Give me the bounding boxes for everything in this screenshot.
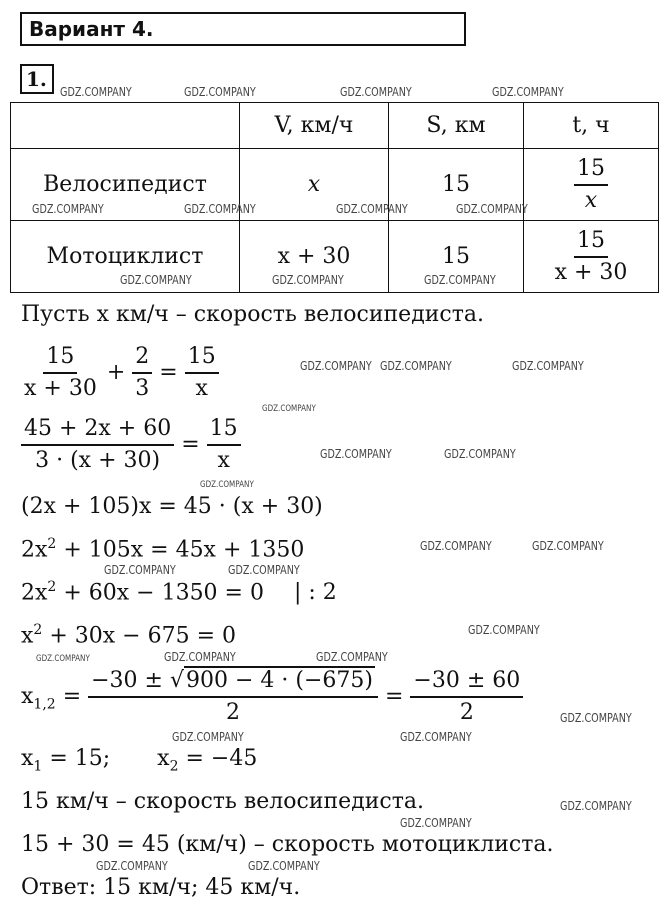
answer-line: Ответ: 15 км/ч; 45 км/ч.: [21, 875, 301, 900]
term: x: [21, 746, 34, 771]
watermark: GDZ.COMPANY: [340, 85, 412, 99]
exponent: 2: [47, 536, 57, 552]
term: + 60x − 1350 = 0: [56, 580, 264, 606]
row-name: Велосипедист: [11, 149, 240, 221]
watermark: GDZ.COMPANY: [200, 480, 254, 490]
watermark: GDZ.COMPANY: [172, 730, 244, 744]
watermark: GDZ.COMPANY: [96, 859, 168, 873]
subscript: 1,2: [33, 696, 56, 713]
frac-num: 15: [185, 342, 219, 374]
operator: +: [106, 360, 126, 385]
equation-3: (2x + 105)x = 45 · (x + 30): [21, 494, 323, 519]
frac-num: 15: [207, 414, 241, 446]
watermark: GDZ.COMPANY: [560, 799, 632, 813]
watermark: GDZ.COMPANY: [320, 447, 392, 461]
subscript: 1: [33, 758, 43, 775]
row-time: [524, 221, 659, 293]
watermark: GDZ.COMPANY: [400, 816, 472, 830]
row-name: Мотоциклист: [11, 221, 240, 293]
watermark: GDZ.COMPANY: [248, 859, 320, 873]
frac-den: 2: [459, 700, 474, 725]
line-moto-speed: 15 + 30 = 45 (км/ч) – скорость мотоциклиста.: [21, 832, 554, 857]
frac-num: 2: [132, 342, 152, 374]
watermark: GDZ.COMPANY: [36, 654, 90, 664]
term: 2x: [21, 537, 48, 563]
header-cell: S, км: [389, 103, 524, 149]
term: + 105x = 45x + 1350: [56, 537, 305, 563]
watermark: GDZ.COMPANY: [336, 202, 408, 216]
frac-num: −30 ± √900 − 4 · (−675): [88, 666, 378, 698]
equation-2: [21, 414, 241, 476]
operator: =: [62, 684, 82, 709]
exponent: 2: [33, 622, 43, 638]
variant-title-box: [20, 12, 466, 46]
operator: =: [181, 432, 200, 457]
term: −30 ±: [91, 668, 163, 693]
time-den: [582, 186, 600, 216]
watermark: GDZ.COMPANY: [316, 650, 388, 664]
watermark: GDZ.COMPANY: [32, 202, 104, 216]
variant-title: Вариант 4.: [29, 17, 154, 41]
frac-den: x + 30: [24, 376, 97, 401]
time-num: 15: [574, 154, 608, 186]
equation-5: [21, 579, 337, 605]
row-speed: x + 30: [240, 221, 389, 293]
watermark: GDZ.COMPANY: [424, 273, 496, 287]
speed-value: x: [307, 172, 321, 197]
row-time: [524, 149, 659, 221]
watermark: GDZ.COMPANY: [380, 359, 452, 373]
frac-num: 45 + 2x + 60: [21, 414, 174, 446]
roots-line: [21, 746, 257, 774]
data-table: [10, 102, 659, 293]
term: 2x: [21, 580, 48, 606]
equation-1: [21, 342, 219, 404]
table-row: [11, 149, 659, 221]
equation-4: [21, 536, 304, 562]
header-cell: V, км/ч: [240, 103, 389, 149]
time-num: 15: [574, 226, 608, 258]
table-header-row: [11, 103, 659, 149]
header-cell: t, ч: [524, 103, 659, 149]
watermark: GDZ.COMPANY: [492, 85, 564, 99]
watermark: GDZ.COMPANY: [560, 711, 632, 725]
time-den: x + 30: [554, 259, 628, 285]
equation-roots: [21, 666, 523, 728]
frac-num: 15: [43, 342, 77, 374]
sqrt-content: 900 − 4 · (−675): [186, 668, 373, 693]
term: x: [21, 684, 34, 709]
subscript: 2: [169, 758, 179, 775]
watermark: GDZ.COMPANY: [120, 273, 192, 287]
task-number: 1.: [20, 64, 54, 94]
operator: =: [384, 684, 404, 709]
frac-den: 2: [226, 700, 241, 725]
row-distance: 15: [389, 149, 524, 221]
watermark: GDZ.COMPANY: [104, 563, 176, 577]
watermark: GDZ.COMPANY: [400, 730, 472, 744]
line-bike-speed: 15 км/ч – скорость велосипедиста.: [21, 789, 425, 814]
time-den-text: x: [584, 187, 598, 213]
operator: =: [159, 360, 178, 385]
line-let: Пусть x км/ч – скорость велосипедиста.: [21, 302, 485, 327]
watermark: GDZ.COMPANY: [300, 359, 372, 373]
divide-note: | : 2: [293, 580, 337, 606]
row-distance: 15: [389, 221, 524, 293]
frac-den: 3: [135, 376, 150, 401]
watermark: GDZ.COMPANY: [272, 273, 344, 287]
term: = −45: [178, 746, 258, 771]
frac-den: 3 · (x + 30): [35, 448, 161, 473]
watermark: GDZ.COMPANY: [444, 447, 516, 461]
frac-den: x: [217, 448, 230, 473]
term: + 30x − 675 = 0: [42, 623, 236, 649]
watermark: GDZ.COMPANY: [420, 539, 492, 553]
frac-den: x: [195, 376, 208, 401]
watermark: GDZ.COMPANY: [456, 202, 528, 216]
watermark: GDZ.COMPANY: [164, 650, 236, 664]
term: x: [157, 746, 170, 771]
term: x: [21, 623, 34, 649]
watermark: GDZ.COMPANY: [468, 623, 540, 637]
watermark: GDZ.COMPANY: [512, 359, 584, 373]
header-cell: [11, 103, 240, 149]
watermark: GDZ.COMPANY: [532, 539, 604, 553]
frac-num: −30 ± 60: [410, 666, 523, 698]
equation-6: [21, 622, 236, 648]
watermark: GDZ.COMPANY: [228, 563, 300, 577]
term: = 15;: [42, 746, 111, 771]
watermark: GDZ.COMPANY: [184, 202, 256, 216]
exponent: 2: [47, 579, 57, 595]
watermark: GDZ.COMPANY: [184, 85, 256, 99]
watermark: GDZ.COMPANY: [262, 404, 316, 414]
watermark: GDZ.COMPANY: [60, 85, 132, 99]
